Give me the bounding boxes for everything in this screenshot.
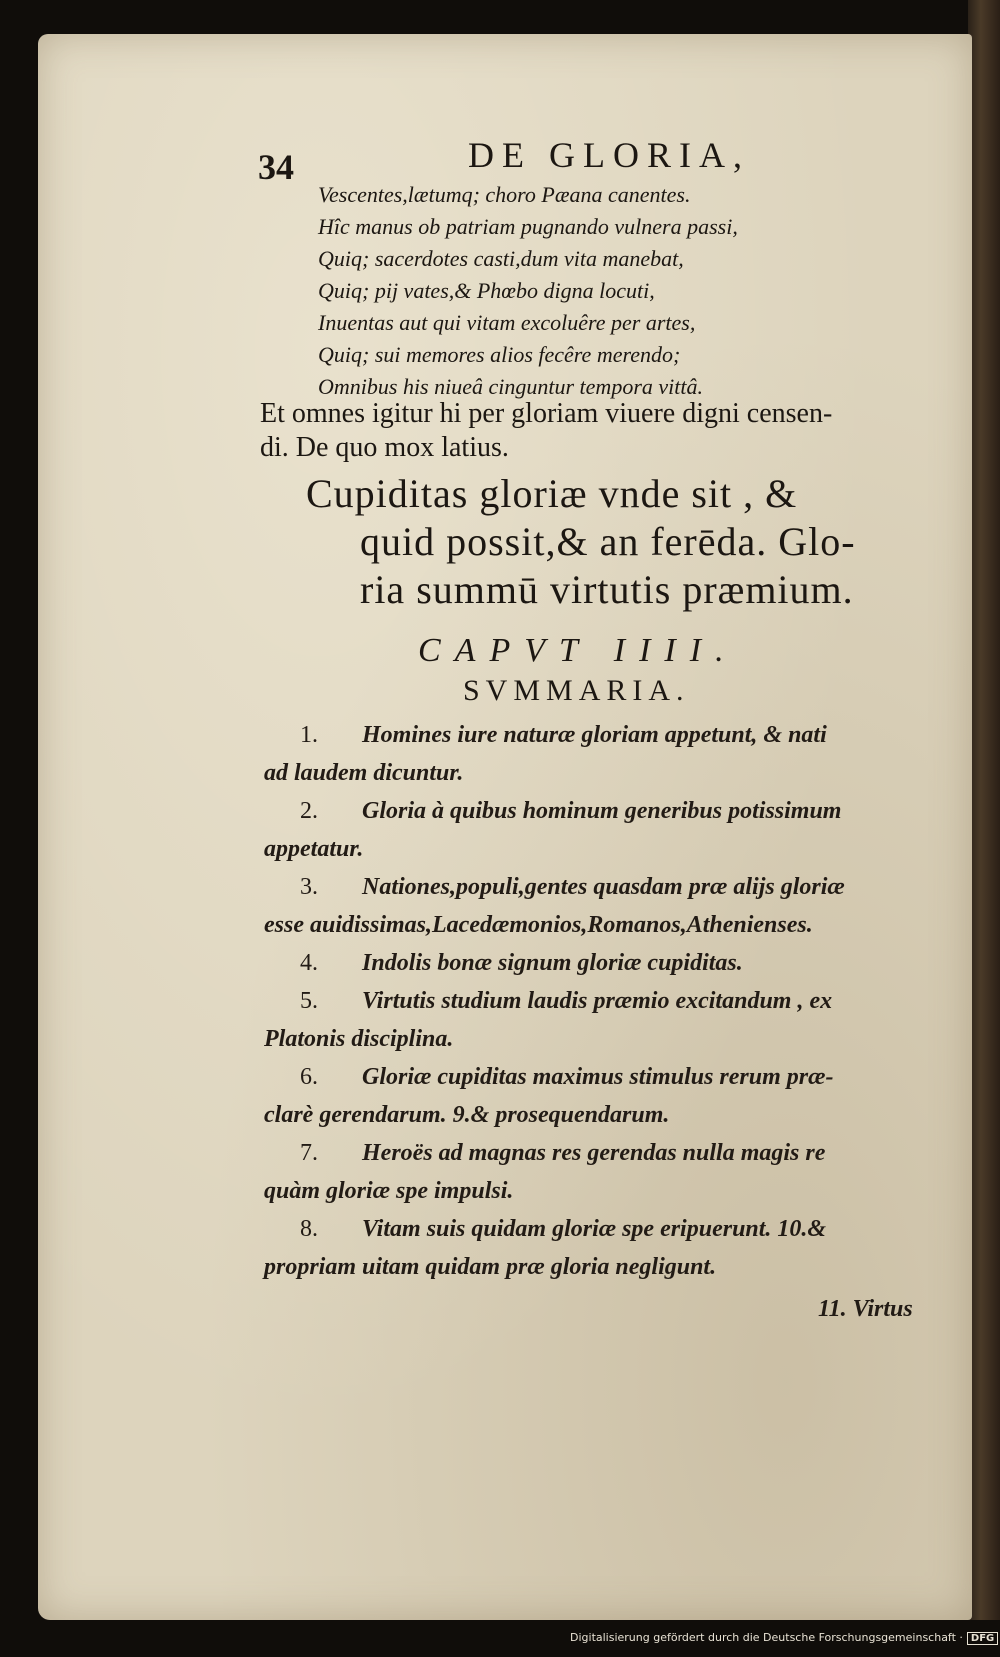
catchword: 11. Virtus [818, 1296, 913, 1322]
item-number: 7. [300, 1140, 318, 1166]
chapter-number: CAPVT IIII. [418, 632, 738, 669]
item-number: 6. [300, 1064, 318, 1090]
summary-item [300, 988, 832, 1015]
summary-item-continuation: propriam uitam quidam præ gloria negligunt. [264, 1254, 717, 1280]
prose-line: di. De quo mox latius. [260, 432, 509, 463]
verse-line: Vescentes,lætumq; choro Pæana canentes. [318, 182, 691, 207]
summary-item [300, 950, 743, 977]
item-text: Heroës ad magnas res gerendas nulla magis re [362, 1140, 826, 1166]
item-number: 5. [300, 988, 318, 1014]
item-text: Gloria à quibus hominum generibus potissimum [362, 798, 842, 824]
item-text: Homines iure naturæ gloriam appetunt, & nati [362, 722, 827, 748]
summary-item-continuation: appetatur. [264, 836, 364, 862]
digitization-credit [570, 1631, 998, 1645]
summary-item-continuation: ad laudem dicuntur. [264, 760, 464, 786]
item-number: 1. [300, 722, 318, 748]
summary-item-continuation: clarè gerendarum. 9.& prosequendarum. [264, 1102, 670, 1128]
summary-item-continuation: quàm gloriæ spe impulsi. [264, 1178, 514, 1204]
running-head: DE GLORIA, [468, 135, 750, 175]
summary-item [300, 1140, 825, 1167]
item-number: 3. [300, 874, 318, 900]
summary-item [300, 798, 841, 825]
chapter-heading-line: Cupiditas gloriæ vnde sit , & [306, 471, 798, 516]
item-text: Gloriæ cupiditas maximus stimulus rerum præ- [362, 1064, 834, 1090]
book-edge [968, 0, 1000, 1620]
summary-item [300, 1216, 826, 1243]
prose-line: Et omnes igitur hi per gloriam viuere digni censen- [260, 398, 833, 429]
page-text [38, 34, 972, 1620]
item-text: Virtutis studium laudis præmio excitandum , ex [362, 988, 833, 1014]
dfg-logo-icon: DFG [967, 1632, 998, 1645]
summary-item [300, 874, 845, 901]
summaria-title: SVMMARIA. [463, 674, 690, 707]
item-number: 2. [300, 798, 318, 824]
verse-line: Quiq; pij vates,& Phœbo digna locuti, [318, 278, 655, 303]
verse-line: Inuentas aut qui vitam excoluêre per artes, [318, 310, 696, 335]
book-page [38, 34, 972, 1620]
item-text: Nationes,populi,gentes quasdam præ alijs gloriæ [362, 874, 845, 900]
verse-line: Hîc manus ob patriam pugnando vulnera passi, [318, 214, 738, 239]
page-number: 34 [258, 147, 294, 187]
summary-item [300, 1064, 833, 1091]
verse-line: Quiq; sui memores alios fecêre merendo; [318, 342, 681, 367]
chapter-heading-line: ria summū virtutis præmium. [360, 567, 854, 612]
summary-item-continuation: Platonis disciplina. [264, 1026, 454, 1052]
chapter-heading-line: quid possit,& an ferēda. Glo- [360, 519, 856, 564]
verse-line: Quiq; sacerdotes casti,dum vita manebat, [318, 246, 684, 271]
verse-line: Omnibus his niueâ cinguntur tempora vittâ. [318, 374, 703, 399]
credit-text: Digitalisierung gefördert durch die Deutsche Forschungsgemeinschaft · [570, 1631, 963, 1644]
summary-item [300, 722, 827, 749]
item-text: Vitam suis quidam gloriæ spe eripuerunt. 10.& [362, 1216, 827, 1242]
item-number: 4. [300, 950, 318, 976]
item-number: 8. [300, 1216, 318, 1242]
summary-item-continuation: esse auidissimas,Lacedæmonios,Romanos,Athenienses. [264, 912, 813, 938]
item-text: Indolis bonæ signum gloriæ cupiditas. [362, 950, 743, 976]
